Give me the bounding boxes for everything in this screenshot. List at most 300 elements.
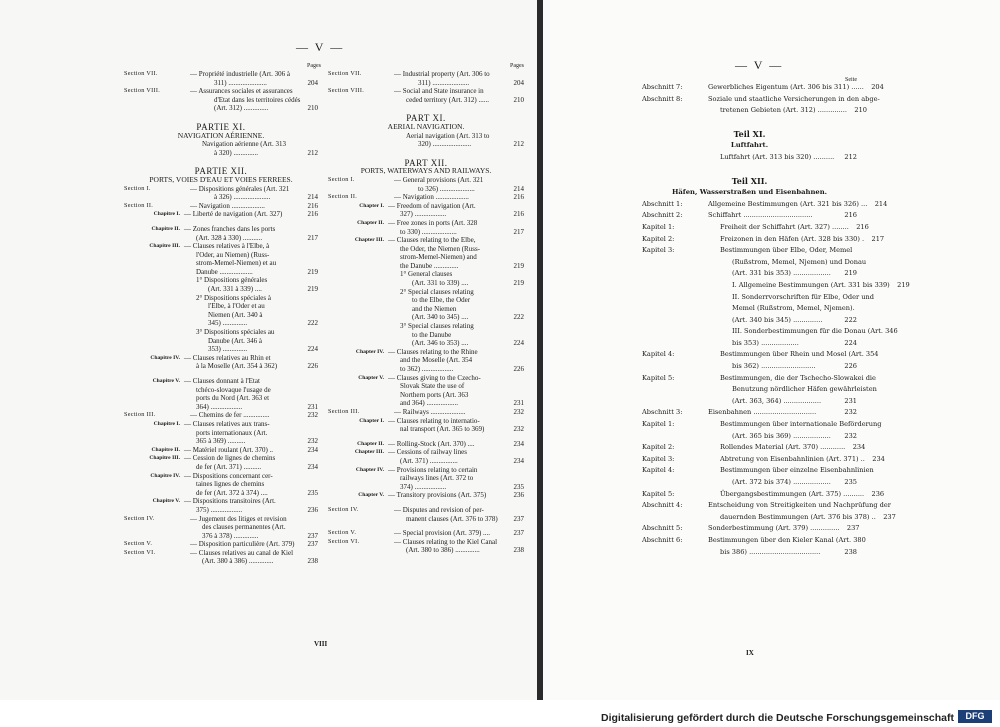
toc-row xyxy=(642,292,874,304)
toc-page-number xyxy=(882,419,902,431)
toc-section-label xyxy=(124,193,190,202)
toc-page-number xyxy=(300,96,318,105)
toc-entry: — Freedom of navigation (Art. xyxy=(388,201,476,210)
toc-label xyxy=(642,257,708,269)
toc-chapter-label xyxy=(328,331,388,340)
toc-page-number: 234 xyxy=(872,454,885,463)
toc-entry: — Disputes and revision of per- xyxy=(394,505,484,514)
toc-page-number xyxy=(300,185,318,194)
toc-chapter-label xyxy=(328,483,388,492)
toc-entry: (Art. 312) .............. xyxy=(214,104,269,113)
toc-row xyxy=(328,288,524,297)
toc-row xyxy=(328,210,524,219)
toc-row xyxy=(642,512,896,524)
toc-chapter-label xyxy=(328,474,388,483)
toc-chapter-label xyxy=(328,262,388,271)
toc-entry: I. Allgemeine Bestimmungen (Art. 331 bis 339) xyxy=(732,280,890,289)
toc-section-label xyxy=(328,79,394,88)
toc-entry: 2° Special clauses relating xyxy=(400,287,474,296)
toc-entry: (Art. 363, 364) .................. xyxy=(732,396,822,405)
toc-row xyxy=(642,210,857,222)
footer-bar xyxy=(0,700,1000,727)
toc-row xyxy=(124,497,318,506)
part-title: PARTIE XI. xyxy=(196,121,246,132)
toc-page-number: 219 xyxy=(513,261,524,270)
toc-page-number: 231 xyxy=(513,399,524,408)
toc-entry: to 330) .................... xyxy=(400,227,457,236)
section-heading xyxy=(328,114,524,131)
toc-chapter-label xyxy=(124,259,184,268)
toc-row xyxy=(328,408,524,417)
toc-row xyxy=(328,96,524,105)
toc-section-label xyxy=(124,79,190,88)
toc-page-number xyxy=(300,472,318,481)
toc-page-number xyxy=(506,253,524,262)
toc-row xyxy=(328,457,524,466)
toc-row xyxy=(328,296,524,305)
toc-section-label xyxy=(124,149,190,158)
toc-row xyxy=(328,70,524,79)
toc-entry: 327) .................. xyxy=(400,210,447,219)
toc-entry: 365 à 369) .......... xyxy=(196,437,246,446)
toc-entry: Danube ................... xyxy=(196,267,253,276)
toc-page-number: 224 xyxy=(513,339,524,348)
toc-page-number xyxy=(300,523,318,532)
toc-row xyxy=(642,373,876,385)
toc-label xyxy=(642,268,708,280)
toc-page-number: 216 xyxy=(307,201,318,210)
toc-page-number: 232 xyxy=(513,425,524,434)
toc-page-number: 236 xyxy=(513,491,524,500)
toc-entry: 311) ...................... xyxy=(214,78,267,87)
section-heading xyxy=(642,129,857,152)
toc-entry: (Art. 365 bis 369) .................. xyxy=(732,431,831,440)
toc-page-number: 216 xyxy=(513,210,524,219)
toc-entry: Luftfahrt (Art. 313 bis 320) .......... xyxy=(720,152,835,161)
toc-page-number: 238 xyxy=(513,546,524,555)
toc-label xyxy=(642,512,708,524)
toc-page-number: 237 xyxy=(307,540,318,549)
toc-label xyxy=(642,431,708,443)
toc-row xyxy=(124,104,318,113)
toc-label xyxy=(642,315,708,327)
toc-chapter-label: Chapter I. xyxy=(359,202,384,209)
toc-label: Abschnitt 7: xyxy=(642,83,683,91)
toc-entry: à 326) ..................... xyxy=(214,193,271,202)
toc-page-number xyxy=(506,448,524,457)
toc-page-number: 219 xyxy=(897,280,910,289)
toc-page-number: 232 xyxy=(307,437,318,446)
toc-entry: Bestimmungen über Rhein und Mosel (Art. 354 xyxy=(720,350,879,359)
toc-entry: Sonderbestimmung (Art. 379) .............. xyxy=(708,524,840,533)
toc-section-label: Section VII. xyxy=(124,70,158,77)
toc-row xyxy=(124,328,318,337)
toc-entry: to the Danube xyxy=(412,330,452,339)
toc-label xyxy=(642,396,708,408)
toc-page-number: 226 xyxy=(307,362,318,371)
toc-chapter-label: Chapter V. xyxy=(358,492,384,499)
section-heading xyxy=(124,167,318,184)
toc-row xyxy=(124,294,318,303)
dfg-logo: DFG xyxy=(958,710,992,723)
toc-label: Abschnitt 6: xyxy=(642,535,683,544)
toc-row xyxy=(328,506,524,515)
english-column xyxy=(328,70,524,555)
toc-entry: (Art. 331 à 339) .... xyxy=(208,285,262,294)
toc-page-number xyxy=(506,474,524,483)
toc-entry: (Art. 331 to 339) .... xyxy=(412,279,469,288)
toc-entry: the Danube .............. xyxy=(400,261,459,270)
toc-row xyxy=(124,394,318,403)
toc-page-number xyxy=(506,322,524,331)
toc-row xyxy=(642,245,857,257)
toc-entry: Benutzung nördlicher Häfen gewährleisten xyxy=(732,385,877,394)
toc-page-number xyxy=(506,466,524,475)
toc-entry: to the Elbe, the Oder xyxy=(412,296,471,305)
toc-entry: 376 à 378) .............. xyxy=(202,531,259,540)
toc-page-number xyxy=(506,331,524,340)
toc-entry: 345) .............. xyxy=(208,319,248,328)
toc-chapter-label: Chapter III. xyxy=(354,449,384,456)
toc-page-number xyxy=(300,70,318,79)
toc-page-number xyxy=(300,87,318,96)
toc-entry: and the Niemen xyxy=(412,304,457,313)
toc-entry: II. Sonderrvorschriften für Elbe, Oder und xyxy=(732,292,874,301)
toc-row xyxy=(124,149,318,158)
toc-row xyxy=(124,523,318,532)
toc-page-number xyxy=(300,276,318,285)
toc-entry: — Clauses relatives aux trans- xyxy=(184,419,270,428)
toc-entry: — Provisions relating to certain xyxy=(388,465,478,474)
toc-entry: Eisenbahnen .............................. xyxy=(708,408,817,417)
toc-row xyxy=(124,251,318,260)
toc-page-number: 214 xyxy=(874,199,888,208)
toc-chapter-label: Chapter II. xyxy=(357,219,384,226)
toc-row xyxy=(328,538,524,547)
toc-section-label xyxy=(124,104,190,113)
toc-row xyxy=(328,132,524,141)
toc-page-number xyxy=(300,251,318,260)
toc-entry: 1° General clauses xyxy=(400,270,453,279)
toc-section-label xyxy=(124,96,190,105)
toc-page-number: 234 xyxy=(307,445,318,454)
toc-row xyxy=(642,105,867,117)
toc-row xyxy=(328,185,524,194)
toc-page-number xyxy=(898,326,918,338)
toc-row xyxy=(124,345,318,354)
toc-page-number xyxy=(300,337,318,346)
toc-page-number: 234 xyxy=(307,462,318,471)
toc-label xyxy=(642,384,708,396)
toc-page-number: 237 xyxy=(846,524,860,533)
toc-entry: bis 353) .................. xyxy=(732,338,799,347)
toc-row xyxy=(124,549,318,558)
toc-entry: — Special provision (Art. 379) .... xyxy=(394,529,491,538)
toc-section-label xyxy=(124,140,190,149)
toc-page-number: 222 xyxy=(513,313,524,322)
toc-page-number: 235 xyxy=(513,482,524,491)
toc-entry: the Oder, the Niemen (Russ- xyxy=(400,244,481,253)
toc-row xyxy=(642,338,857,350)
toc-row xyxy=(328,474,524,483)
toc-page-number xyxy=(506,270,524,279)
toc-page-number xyxy=(852,245,872,257)
toc-page-number xyxy=(878,349,898,361)
toc-page-number: 231 xyxy=(307,402,318,411)
toc-page-number: 210 xyxy=(513,95,524,104)
toc-row xyxy=(642,396,857,408)
toc-label: Abschnitt 4: xyxy=(642,501,683,510)
toc-page-number xyxy=(300,242,318,251)
toc-row xyxy=(328,491,524,500)
toc-row xyxy=(124,446,318,455)
toc-entry: dauernden Bestimmungen (Art. 376 bis 378) .. xyxy=(720,512,876,521)
toc-page-number: 236 xyxy=(871,489,885,498)
toc-chapter-label xyxy=(328,279,388,288)
toc-row xyxy=(328,279,524,288)
toc-page-number: 214 xyxy=(307,193,318,202)
toc-page-number xyxy=(300,454,318,463)
part-subtitle: AERIAL NAVIGATION. xyxy=(387,121,465,131)
toc-page-number: 224 xyxy=(307,345,318,354)
toc-page-number xyxy=(300,354,318,363)
toc-entry: 2° Dispositions spéciales à xyxy=(196,293,271,302)
toc-page-number xyxy=(300,549,318,558)
toc-row xyxy=(124,411,318,420)
toc-label xyxy=(642,361,708,373)
toc-page-number xyxy=(506,348,524,357)
toc-entry: — Zones franches dans les ports xyxy=(184,224,276,233)
toc-entry: railways lines (Art. 372 to xyxy=(400,474,474,483)
toc-page-number xyxy=(300,302,318,311)
toc-entry: 374) .................. xyxy=(400,482,447,491)
toc-chapter-label xyxy=(124,319,184,328)
toc-page-number: 232 xyxy=(513,407,524,416)
toc-entry: — Clauses relatives au Rhin et xyxy=(184,353,271,362)
toc-chapter-label xyxy=(124,386,184,395)
toc-row xyxy=(328,339,524,348)
toc-entry: — Dispositions générales (Art. 321 xyxy=(190,184,290,193)
toc-page-number: 204 xyxy=(871,83,884,91)
toc-entry: (Art. 380 à 386) .............. xyxy=(202,557,274,566)
toc-entry: tchéco-slovaque l'usage de xyxy=(196,385,271,394)
part-subtitle: Häfen, Wasserstraßen und Eisenbahnen. xyxy=(671,188,828,197)
toc-page-number xyxy=(506,70,524,79)
toc-section-label xyxy=(124,532,190,541)
toc-row xyxy=(642,234,885,246)
toc-entry: — Disposition particulière (Art. 379) xyxy=(190,540,295,549)
toc-page-number: 217 xyxy=(871,234,885,243)
toc-page-number xyxy=(866,535,886,547)
toc-row xyxy=(124,489,318,498)
toc-page-number: 204 xyxy=(307,78,318,87)
toc-entry: 364) .................. xyxy=(196,402,243,411)
toc-entry: de fer (Art. 371) .......... xyxy=(196,462,262,471)
toc-section-label: Section III. xyxy=(328,407,360,415)
toc-page-number: 231 xyxy=(844,396,857,405)
toc-label xyxy=(642,326,708,338)
section-heading xyxy=(328,159,524,176)
toc-label xyxy=(642,547,708,559)
toc-chapter-label: Chapitre III. xyxy=(149,243,180,250)
toc-page-number xyxy=(874,292,894,304)
toc-page-number xyxy=(855,303,875,315)
toc-section-label xyxy=(124,557,190,566)
toc-row xyxy=(328,365,524,374)
toc-row xyxy=(124,557,318,566)
toc-entry: strom-Memel-Niemen) et au xyxy=(196,259,277,268)
toc-row xyxy=(328,305,524,314)
toc-page-number xyxy=(300,480,318,489)
toc-chapter-label: Chapitre V. xyxy=(152,378,180,384)
toc-chapter-label xyxy=(124,294,184,303)
toc-row xyxy=(328,176,524,185)
toc-entry: Freizonen in den Häfen (Art. 328 bis 330) . xyxy=(720,234,865,243)
toc-row xyxy=(642,94,880,106)
toc-section-label: Section III. xyxy=(124,411,156,419)
toc-row xyxy=(328,440,524,449)
toc-page-number: 216 xyxy=(844,211,857,220)
toc-row xyxy=(124,429,318,438)
toc-page-number: 236 xyxy=(307,505,318,514)
toc-page-number xyxy=(300,515,318,524)
toc-entry: — Cessions of railway lines xyxy=(388,448,467,457)
toc-chapter-label xyxy=(124,429,184,438)
toc-chapter-label xyxy=(124,251,184,260)
toc-chapter-label xyxy=(328,365,388,374)
toc-row xyxy=(328,425,524,434)
toc-entry: and 364) .................. xyxy=(400,399,458,408)
toc-entry: Slovak State the use of xyxy=(400,382,465,391)
toc-chapter-label: Chapitre II. xyxy=(151,225,180,232)
toc-entry: — Assurances sociales et assurances xyxy=(190,87,293,96)
toc-chapter-label xyxy=(328,382,388,391)
toc-row xyxy=(642,326,898,338)
toc-section-label: Section VIII. xyxy=(328,87,365,95)
toc-row xyxy=(642,535,866,547)
toc-row xyxy=(328,374,524,383)
toc-entry: des clauses permanentes (Art. xyxy=(202,523,286,532)
toc-row xyxy=(328,193,524,202)
toc-page-number: 226 xyxy=(513,365,524,373)
toc-entry: Bestimmungen über internationale Beförderung xyxy=(720,420,882,429)
toc-entry: Bestimmungen über einzelne Eisenbahnlinien xyxy=(720,466,874,475)
toc-row xyxy=(328,466,524,475)
toc-entry: — Matériel roulant (Art. 370) .. xyxy=(184,445,274,454)
toc-chapter-label xyxy=(124,489,184,498)
toc-page-number xyxy=(506,296,524,305)
toc-page-number xyxy=(300,386,318,395)
toc-row xyxy=(642,547,857,559)
toc-row xyxy=(328,313,524,322)
toc-section-label: Section VI. xyxy=(124,548,156,556)
toc-entry: bis 386) .................................. xyxy=(720,547,821,556)
toc-entry: — Clauses giving to the Czecho- xyxy=(388,373,481,382)
toc-entry: (Art. 346 to 353) .... xyxy=(412,339,469,348)
toc-chapter-label xyxy=(124,234,184,243)
toc-section-label xyxy=(328,515,394,524)
toc-row xyxy=(124,454,318,463)
toc-chapter-label xyxy=(124,437,184,446)
toc-chapter-label xyxy=(124,345,184,354)
toc-row xyxy=(124,420,318,429)
toc-entry: (Art. 340 to 345) .... xyxy=(412,313,469,322)
toc-chapter-label xyxy=(328,425,388,434)
toc-chapter-label: Chapter II. xyxy=(357,440,384,447)
toc-row xyxy=(124,259,318,268)
toc-row xyxy=(328,228,524,237)
toc-page-number: 232 xyxy=(844,408,857,417)
toc-entry: Niemen (Art. 340 à xyxy=(208,310,263,319)
toc-page-number xyxy=(876,373,896,385)
toc-row xyxy=(124,79,318,88)
section-heading xyxy=(642,176,857,199)
toc-chapter-label xyxy=(328,288,388,297)
toc-chapter-label xyxy=(124,403,184,412)
toc-entry: — Chemins de fer ............... xyxy=(190,411,270,420)
toc-entry: — Rolling-Stock (Art. 370) .... xyxy=(388,439,475,448)
toc-row xyxy=(642,152,857,164)
toc-entry: ports du Nord (Art. 363 et xyxy=(196,394,270,403)
toc-chapter-label xyxy=(124,362,184,371)
toc-section-label xyxy=(328,132,394,141)
toc-entry: — General provisions (Art. 321 xyxy=(394,175,484,184)
toc-chapter-label xyxy=(328,391,388,400)
toc-page-number xyxy=(877,384,897,396)
left-page-number: VIII xyxy=(314,640,328,648)
toc-row xyxy=(642,477,857,489)
toc-row xyxy=(124,506,318,515)
toc-label: Kapitel 4: xyxy=(642,350,675,359)
toc-page-number xyxy=(300,294,318,303)
toc-entry: (Art. 331 bis 353) .................. xyxy=(732,269,831,278)
toc-page-number xyxy=(506,245,524,254)
toc-page-number xyxy=(506,132,524,141)
toc-row xyxy=(328,391,524,400)
toc-label xyxy=(642,105,708,117)
toc-label xyxy=(642,477,708,489)
toc-chapter-label: Chapitre I. xyxy=(153,420,180,427)
toc-entry: — Clauses relating to the Kiel Canal xyxy=(394,537,498,546)
toc-row xyxy=(328,448,524,457)
toc-entry: Bestimmungen über Elbe, Oder, Memel xyxy=(720,246,853,255)
toc-entry: Navigation aérienne (Art. 313 xyxy=(202,140,286,149)
french-column xyxy=(124,70,318,566)
toc-label xyxy=(642,152,708,164)
toc-chapter-label xyxy=(328,270,388,279)
toc-row xyxy=(124,185,318,194)
toc-row xyxy=(124,140,318,149)
toc-row xyxy=(642,199,888,211)
toc-row xyxy=(124,386,318,395)
toc-entry: 3° Special clauses relating xyxy=(400,322,474,331)
toc-page-number: 216 xyxy=(513,193,524,202)
toc-section-label xyxy=(124,523,190,532)
toc-chapter-label: Chapter IV. xyxy=(355,466,384,473)
toc-entry: (Rußstrom, Memel, Njemen) und Donau xyxy=(732,257,867,266)
toc-row xyxy=(124,302,318,311)
toc-section-label xyxy=(328,140,394,149)
toc-chapter-label: Chapter III. xyxy=(354,237,384,244)
toc-entry: — Clauses relating to the Rhine xyxy=(388,347,478,356)
toc-chapter-label xyxy=(124,276,184,285)
toc-entry: bis 362) .......................... xyxy=(732,362,816,371)
toc-page-number: 237 xyxy=(883,512,896,521)
toc-section-label: Section I. xyxy=(124,184,151,192)
toc-row xyxy=(124,225,318,234)
toc-row xyxy=(642,349,879,361)
toc-page-number xyxy=(300,259,318,268)
